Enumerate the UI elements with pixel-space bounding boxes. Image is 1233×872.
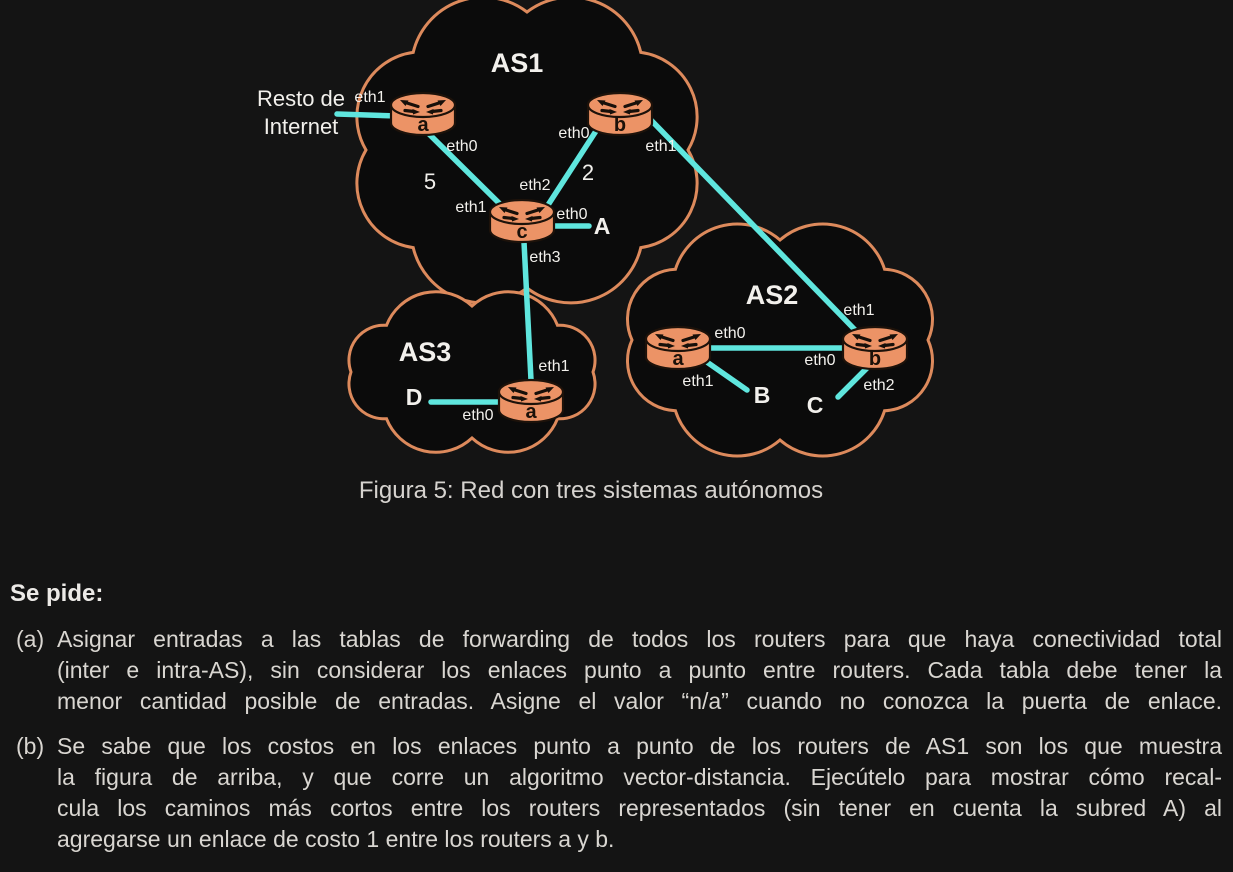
as3-label: AS3 bbox=[398, 337, 452, 367]
internet-label-line2: Internet bbox=[263, 114, 339, 139]
item-b-line-3: cula los caminos más cortos entre los routers representados (sin tener en cuenta la subred A) al bbox=[57, 795, 1222, 821]
network-c-label: C bbox=[806, 392, 824, 418]
if-as1b-eth1: eth1 bbox=[645, 138, 677, 155]
network-b-label: B bbox=[753, 382, 771, 408]
if-as2b-eth1: eth1 bbox=[843, 302, 875, 319]
item-b-line-1: Se sabe que los costos en los enlaces punto a punto de los routers de AS1 son los que muestra bbox=[57, 733, 1222, 759]
item-a-label: (a) bbox=[16, 626, 45, 652]
cost-b-c: 2 bbox=[581, 160, 595, 185]
if-as3a-eth0: eth0 bbox=[462, 407, 494, 424]
as1-label: AS1 bbox=[490, 48, 544, 78]
cost-a-c: 5 bbox=[423, 169, 437, 194]
if-as1c-eth2: eth2 bbox=[519, 177, 551, 194]
router-as2-b-letter: b bbox=[868, 348, 882, 370]
item-a-line-1: Asignar entradas a las tablas de forwarding de todos los routers para que haya conectividad total bbox=[57, 626, 1222, 652]
internet-label-line1: Resto de bbox=[256, 86, 346, 111]
as2-label: AS2 bbox=[745, 280, 799, 310]
if-as1b-eth0: eth0 bbox=[558, 125, 590, 142]
if-as1c-eth0: eth0 bbox=[556, 206, 588, 223]
exercise-heading: Se pide: bbox=[10, 580, 104, 607]
if-as2a-eth1: eth1 bbox=[682, 373, 714, 390]
if-as1a-eth1: eth1 bbox=[354, 89, 386, 106]
item-a-line-2: (inter e intra-AS), sin considerar los enlaces punto a punto entre routers. Cada tabla debe tener la bbox=[57, 657, 1222, 683]
router-as3-a-letter: a bbox=[525, 401, 537, 423]
item-b-line-4: agregarse un enlace de costo 1 entre los routers a y b. bbox=[57, 826, 615, 852]
router-as1-a-letter: a bbox=[417, 114, 429, 136]
router-as1-c-letter: c bbox=[516, 221, 528, 243]
if-as1c-eth1: eth1 bbox=[455, 199, 487, 216]
figure-caption: Figura 5: Red con tres sistemas autónomos bbox=[358, 477, 824, 504]
router-as2-a-letter: a bbox=[672, 348, 684, 370]
if-as2b-eth0: eth0 bbox=[804, 352, 836, 369]
item-a-line-3: menor cantidad posible de entradas. Asigne el valor “n/a” cuando no conozca la puerta de enlace. bbox=[57, 688, 1222, 714]
exercise-item-b bbox=[16, 731, 1226, 855]
item-b-label: (b) bbox=[16, 733, 45, 759]
network-d-label: D bbox=[405, 384, 423, 410]
network-a-label: A bbox=[593, 213, 611, 239]
if-as3a-eth1: eth1 bbox=[538, 358, 570, 375]
if-as1c-eth3: eth3 bbox=[529, 249, 561, 266]
if-as2a-eth0: eth0 bbox=[714, 325, 746, 342]
if-as2b-eth2: eth2 bbox=[863, 377, 895, 394]
link-internet-as1a bbox=[337, 114, 398, 116]
item-b-line-2: la figura de arriba, y que corre un algoritmo vector-distancia. Ejecútelo para mostrar cómo recal- bbox=[57, 764, 1222, 790]
item-b-text bbox=[57, 731, 1222, 855]
exercise-item-a bbox=[16, 624, 1226, 717]
item-a-text bbox=[57, 624, 1222, 717]
router-as1-b-letter: b bbox=[613, 114, 627, 136]
if-as1a-eth0: eth0 bbox=[446, 138, 478, 155]
